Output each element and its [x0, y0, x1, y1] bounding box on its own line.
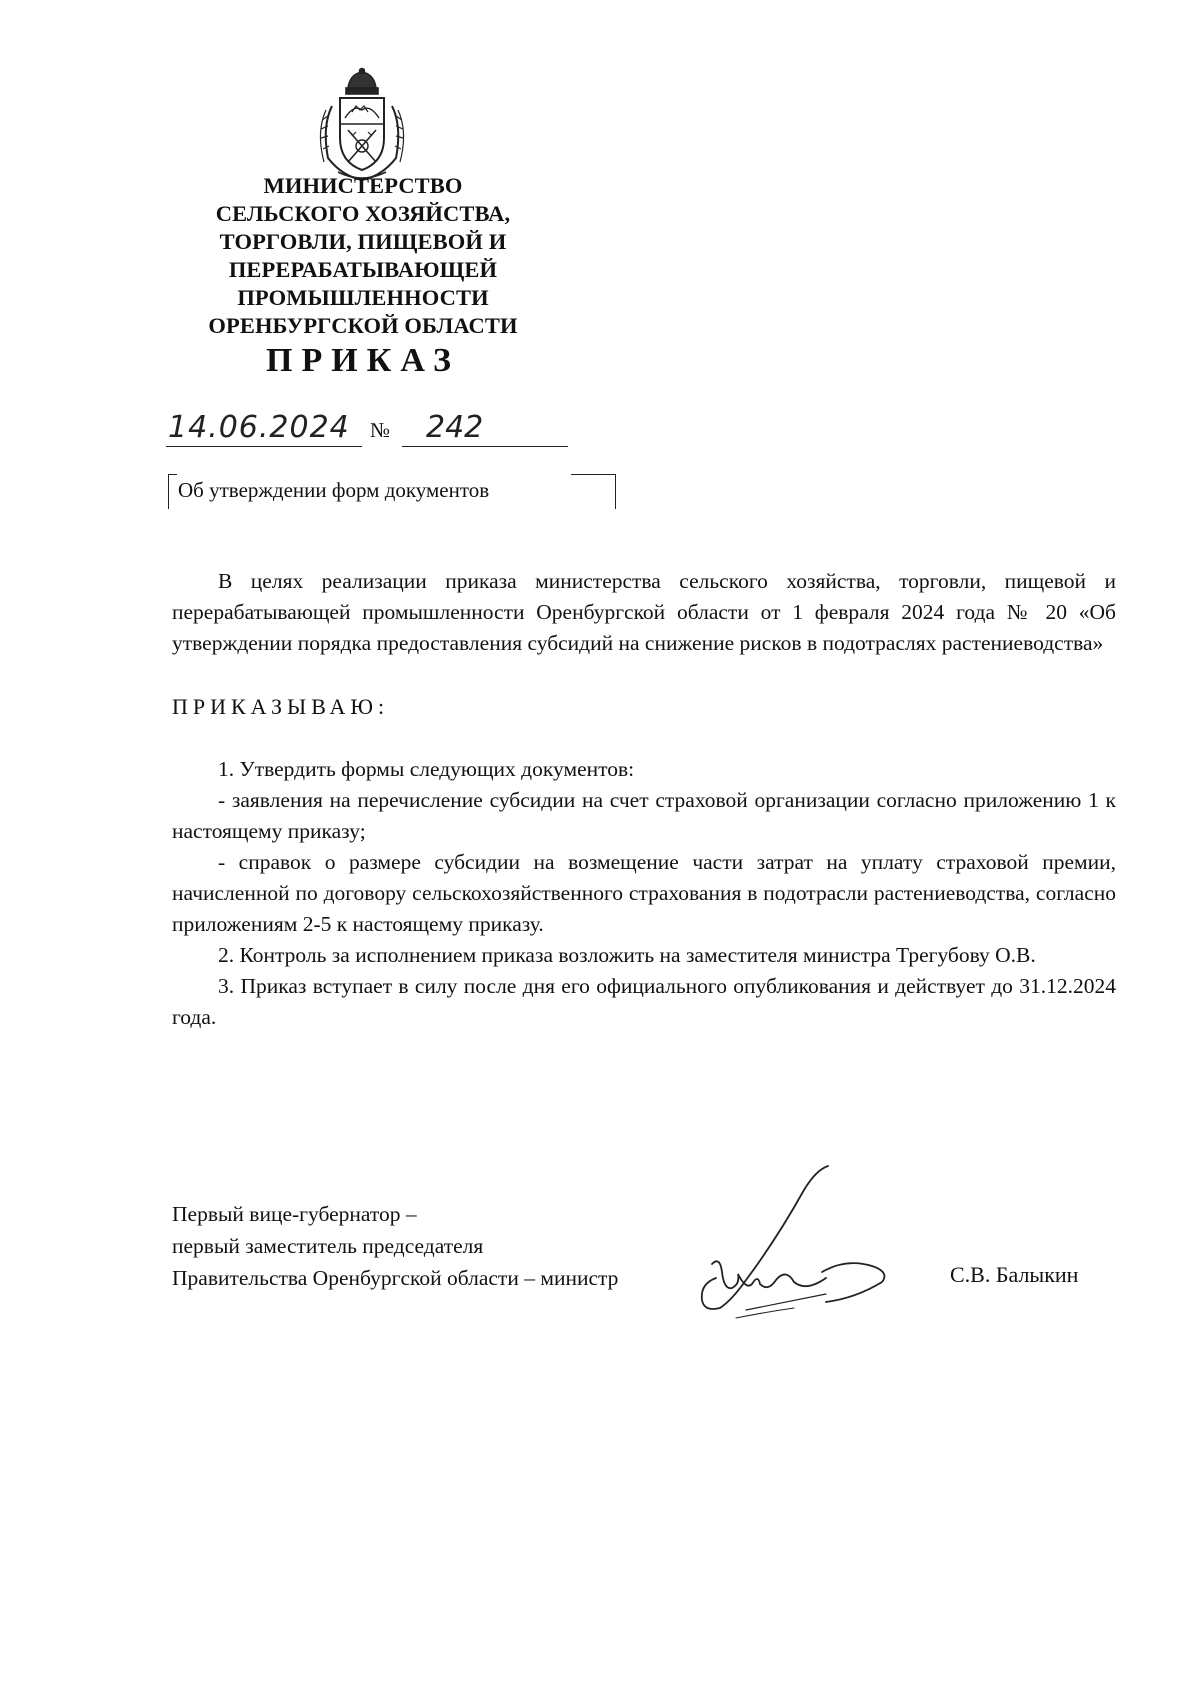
subject-bracket-right: [571, 474, 616, 509]
header-line: ПЕРЕРАБАТЫВАЮЩЕЙ: [228, 257, 498, 282]
signatory-position-line: первый заместитель председателя: [172, 1234, 484, 1258]
order-item: - заявления на перечисление субсидии на счет страховой организации согласно приложению 1 к настоящему приказу;: [172, 788, 1116, 843]
document-body: [172, 566, 1116, 1033]
order-item: 2. Контроль за исполнением приказа возложить на заместителя министра Трегубову О.В.: [218, 943, 1036, 967]
number-underline: [402, 446, 568, 447]
order-item: 1. Утвердить формы следующих документов:: [218, 757, 635, 781]
header-line: ПРОМЫШЛЕННОСТИ: [237, 285, 489, 310]
header-line: ТОРГОВЛИ, ПИЩЕВОЙ И: [219, 229, 507, 254]
preamble-paragraph: В целях реализации приказа министерства сельского хозяйства, торговли, пищевой и перерабатывающей промышленности Оренбургской области от 1 февраля 2024 года № 20 «Об утверждении порядка предоставления субсидий на снижение рисков в подотраслях растениеводства»: [172, 569, 1116, 655]
date-number-line: [166, 410, 576, 450]
document-type-title: ПРИКАЗ: [266, 342, 460, 379]
signatory-position-line: Правительства Оренбургской области – министр: [172, 1266, 619, 1290]
handwritten-signature: [676, 1160, 936, 1340]
coat-of-arms-emblem: [312, 66, 412, 186]
subject-block: [168, 474, 616, 514]
header-line: СЕЛЬСКОГО ХОЗЯЙСТВА,: [215, 201, 511, 226]
handwritten-number: 242: [426, 410, 484, 445]
order-item: - справок о размере субсидии на возмещение части затрат на уплату страховой премии, начисленной по договору сельскохозяйственного страхования в подотрасли растениеводства, согласно приложениям 2-5 к настоящему приказу.: [172, 850, 1116, 936]
subject-text: Об утверждении форм документов: [178, 478, 490, 502]
ministry-header: [168, 172, 558, 340]
signatory-name: С.В. Балыкин: [950, 1262, 1079, 1287]
signatory-position-line: Первый вице-губернатор –: [172, 1202, 417, 1226]
number-sign: №: [370, 418, 391, 442]
header-line: МИНИСТЕРСТВО: [263, 173, 463, 198]
command-word: ПРИКАЗЫВАЮ:: [172, 694, 390, 719]
date-underline: [166, 446, 362, 447]
order-item: 3. Приказ вступает в силу после дня его официального опубликования и действует до 31.12.2024 года.: [172, 974, 1116, 1029]
handwritten-date: 14.06.2024: [168, 410, 350, 445]
header-line: ОРЕНБУРГСКОЙ ОБЛАСТИ: [208, 313, 518, 338]
subject-bracket-left: [168, 474, 177, 509]
